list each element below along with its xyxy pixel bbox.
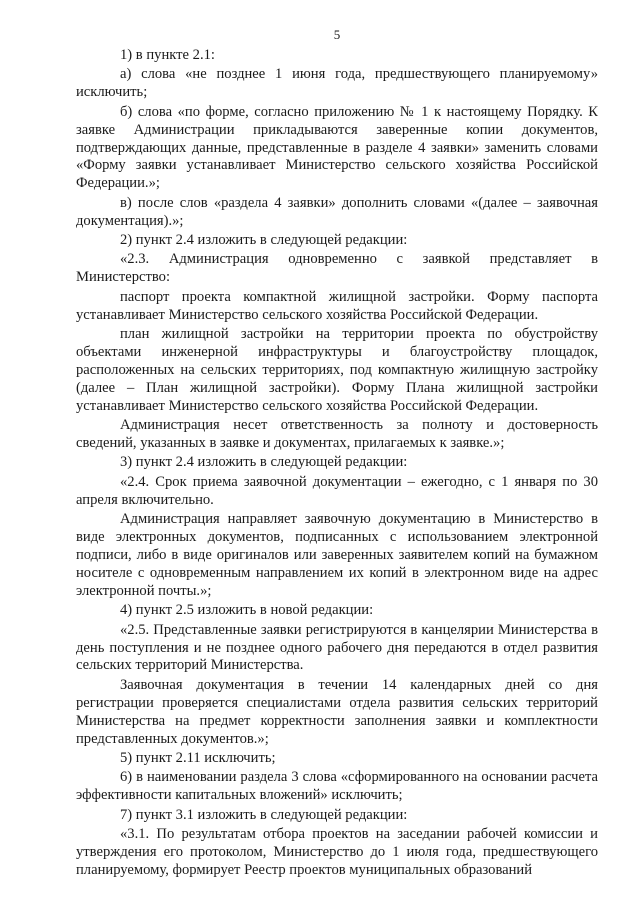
paragraph: 2) пункт 2.4 изложить в следующей редакции: <box>120 232 408 249</box>
paragraph: план жилищной застройки на территории проекта по обустройству объектами инженерной инфраструктуры и благоустройству площадок, расположенных на сельских территориях, под компактную жилищную застройку (далее – План жилищной застройки). Форму Плана жилищной застройки устанавливает Министерство сельского хозяйства Российской Федерации. <box>76 326 598 414</box>
paragraph: Администрация несет ответственность за полноту и достоверность сведений, указанных в заявке и документах, прилагаемых к заявке.»; <box>76 417 598 452</box>
paragraph: в) после слов «раздела 4 заявки» дополнить словами «(далее – заявочная документация).»; <box>76 194 598 229</box>
paragraph: 5) пункт 2.11 исключить; <box>120 749 276 766</box>
paragraph: б) слова «по форме, согласно приложению № 1 к настоящему Порядку. К заявке Администрации прикладываются заверенные копии документов, подтверждающих данные, представленные в разделе 4 заявки» заменить словами «Форму заявки устанавливает Министерство сельского хозяйства Российской Федерации.»; <box>76 103 598 192</box>
paragraph: паспорт проекта компактной жилищной застройки. Форму паспорта устанавливает Министерство сельского хозяйства Российской Федерации. <box>76 288 598 323</box>
paragraph: 1) в пункте 2.1: <box>120 47 215 63</box>
paragraph: 3) пункт 2.4 изложить в следующей редакции: <box>120 454 408 471</box>
paragraph: «3.1. По результатам отбора проектов на заседании рабочей комиссии и утверждения его протоколом, Министерство до 1 июля года, предшествующего планируемому, формирует Реестр проектов муниципальных образований <box>76 826 598 878</box>
paragraph: Заявочная документация в течении 14 календарных дней со дня регистрации проверяется специалистами отдела развития сельских территорий Министерства на предмет корректности заполнения заявки и комплектности представленных документов.»; <box>76 676 598 747</box>
paragraph: 4) пункт 2.5 изложить в новой редакции: <box>120 602 374 619</box>
paragraph: Администрация направляет заявочную документацию в Министерство в виде электронных документов, подписанных с использованием электронной подписи, либо в виде оригиналов или заверенных заявителем копий на бумажном носителе с одновременным направлением их копий в электронном виде на адрес электронной почты.»; <box>76 511 598 599</box>
paragraph: а) слова «не позднее 1 июня года, предшествующего планируемому» исключить; <box>76 66 598 101</box>
document-body <box>76 47 598 880</box>
paragraph: «2.5. Представленные заявки регистрируются в канцелярии Министерства в день поступления и не позднее одного рабочего дня передаются в отдел развития сельских территорий Министерства. <box>76 621 598 674</box>
page-number: 5 <box>333 27 341 42</box>
paragraph: 7) пункт 3.1 изложить в следующей редакции: <box>120 806 408 823</box>
paragraph: 6) в наименовании раздела 3 слова «сформированного на основании расчета эффективности капитальных вложений» исключить; <box>76 769 598 804</box>
paragraph: «2.4. Срок приема заявочной документации – ежегодно, с 1 января по 30 апреля включительно. <box>76 473 598 508</box>
paragraph: «2.3. Администрация одновременно с заявкой представляет в Министерство: <box>76 251 598 286</box>
